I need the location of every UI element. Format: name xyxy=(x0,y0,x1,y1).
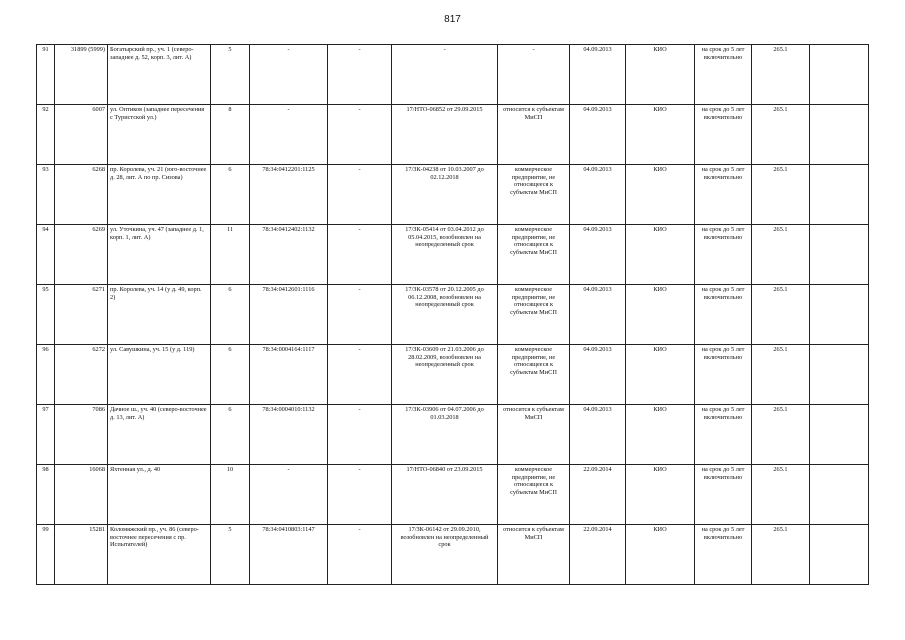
row-number-cell: 92 xyxy=(37,105,55,165)
cadastral-number-cell: - xyxy=(250,105,328,165)
area-cell: 5 xyxy=(211,45,250,105)
address-cell: пр. Королева, уч. 14 (у д. 49, корп. 2) xyxy=(108,285,211,345)
table-row xyxy=(37,165,869,225)
area-cell: 6 xyxy=(211,345,250,405)
term-cell: на срок до 5 лет включительно xyxy=(695,285,752,345)
empty-cell xyxy=(810,225,869,285)
agreement-cell: 17/ЗК-03906 от 04.07.2006 до 01.03.2018 xyxy=(392,405,498,465)
additional-info-cell: - xyxy=(328,405,392,465)
area-cell: 10 xyxy=(211,465,250,525)
code-cell: 265.1 xyxy=(752,225,810,285)
additional-info-cell: - xyxy=(328,285,392,345)
area-cell: 6 xyxy=(211,165,250,225)
term-cell: на срок до 5 лет включительно xyxy=(695,105,752,165)
address-cell: Коломяжский пр., уч. 86 (северо-восточнее пересечения с пр. Испытателей) xyxy=(108,525,211,585)
object-id-cell: 15281 xyxy=(55,525,108,585)
tenant-status-cell: - xyxy=(498,45,570,105)
empty-cell xyxy=(810,165,869,225)
object-id-cell: 6271 xyxy=(55,285,108,345)
cadastral-number-cell: 78:34:0410803:1147 xyxy=(250,525,328,585)
inclusion-date-cell: 04.09.2013 xyxy=(570,225,626,285)
address-cell: ул. Савушкина, уч. 15 (у д. 119) xyxy=(108,345,211,405)
agreement-cell: 17/ЗК-04238 от 10.03.2007 до 02.12.2018 xyxy=(392,165,498,225)
area-cell: 6 xyxy=(211,285,250,345)
area-cell: 6 xyxy=(211,405,250,465)
additional-info-cell: - xyxy=(328,105,392,165)
code-cell: 265.1 xyxy=(752,525,810,585)
term-cell: на срок до 5 лет включительно xyxy=(695,465,752,525)
term-cell: на срок до 5 лет включительно xyxy=(695,165,752,225)
row-number-cell: 97 xyxy=(37,405,55,465)
term-cell: на срок до 5 лет включительно xyxy=(695,345,752,405)
address-cell: Яхтенная ул., д. 40 xyxy=(108,465,211,525)
agreement-cell: 17/ЗК-03578 от 20.12.2005 до 06.12.2008, возобновлен на неопределенный срок xyxy=(392,285,498,345)
tenant-status-cell: коммерческое предприятие, не относящееся к субъектам МиСП xyxy=(498,165,570,225)
row-number-cell: 96 xyxy=(37,345,55,405)
agreement-cell: 17/ЗК-03609 от 21.03.2006 до 28.02.2009, возобновлен на неопределенный срок xyxy=(392,345,498,405)
code-cell: 265.1 xyxy=(752,405,810,465)
inclusion-date-cell: 22.09.2014 xyxy=(570,465,626,525)
cadastral-number-cell: 78:34:0004010:1132 xyxy=(250,405,328,465)
area-cell: 11 xyxy=(211,225,250,285)
table-row xyxy=(37,465,869,525)
code-cell: 265.1 xyxy=(752,45,810,105)
authority-cell: КИО xyxy=(626,345,695,405)
empty-cell xyxy=(810,345,869,405)
code-cell: 265.1 xyxy=(752,165,810,225)
address-cell: Дачное ш., уч. 40 (северо-восточнее д. 13, лит. А) xyxy=(108,405,211,465)
empty-cell xyxy=(810,465,869,525)
additional-info-cell: - xyxy=(328,165,392,225)
tenant-status-cell: относится к субъектам МиСП xyxy=(498,405,570,465)
additional-info-cell: - xyxy=(328,225,392,285)
authority-cell: КИО xyxy=(626,465,695,525)
agreement-cell: 17/НТО-06840 от 23.09.2015 xyxy=(392,465,498,525)
code-cell: 265.1 xyxy=(752,465,810,525)
table-row xyxy=(37,345,869,405)
inclusion-date-cell: 04.09.2013 xyxy=(570,405,626,465)
authority-cell: КИО xyxy=(626,285,695,345)
code-cell: 265.1 xyxy=(752,345,810,405)
cadastral-number-cell: - xyxy=(250,45,328,105)
inclusion-date-cell: 04.09.2013 xyxy=(570,45,626,105)
object-id-cell: 6272 xyxy=(55,345,108,405)
code-cell: 265.1 xyxy=(752,105,810,165)
authority-cell: КИО xyxy=(626,525,695,585)
row-number-cell: 94 xyxy=(37,225,55,285)
inclusion-date-cell: 04.09.2013 xyxy=(570,165,626,225)
table-row xyxy=(37,45,869,105)
table-row xyxy=(37,285,869,345)
area-cell: 5 xyxy=(211,525,250,585)
cadastral-number-cell: 78:34:0004164:1117 xyxy=(250,345,328,405)
address-cell: ул. Уточкина, уч. 47 (западнее д. 1, корп. 1, лит. А) xyxy=(108,225,211,285)
cadastral-number-cell: - xyxy=(250,465,328,525)
agreement-cell: - xyxy=(392,45,498,105)
empty-cell xyxy=(810,405,869,465)
code-cell: 265.1 xyxy=(752,285,810,345)
authority-cell: КИО xyxy=(626,105,695,165)
authority-cell: КИО xyxy=(626,225,695,285)
agreement-cell: 17/ЗК-05414 от 03.04.2012 до 05.04.2015, возобновлен на неопределенный срок xyxy=(392,225,498,285)
inclusion-date-cell: 04.09.2013 xyxy=(570,285,626,345)
authority-cell: КИО xyxy=(626,165,695,225)
object-id-cell: 6007 xyxy=(55,105,108,165)
row-number-cell: 99 xyxy=(37,525,55,585)
cadastral-number-cell: 78:34:0412201:1125 xyxy=(250,165,328,225)
tenant-status-cell: коммерческое предприятие, не относящееся к субъектам МиСП xyxy=(498,225,570,285)
additional-info-cell: - xyxy=(328,45,392,105)
additional-info-cell: - xyxy=(328,345,392,405)
inclusion-date-cell: 22.09.2014 xyxy=(570,525,626,585)
row-number-cell: 93 xyxy=(37,165,55,225)
row-number-cell: 98 xyxy=(37,465,55,525)
row-number-cell: 95 xyxy=(37,285,55,345)
tenant-status-cell: относится к субъектам МиСП xyxy=(498,105,570,165)
empty-cell xyxy=(810,45,869,105)
inclusion-date-cell: 04.09.2013 xyxy=(570,105,626,165)
area-cell: 8 xyxy=(211,105,250,165)
additional-info-cell: - xyxy=(328,525,392,585)
tenant-status-cell: коммерческое предприятие, не относящееся к субъектам МиСП xyxy=(498,285,570,345)
term-cell: на срок до 5 лет включительно xyxy=(695,45,752,105)
table-row xyxy=(37,525,869,585)
object-id-cell: 16068 xyxy=(55,465,108,525)
authority-cell: КИО xyxy=(626,45,695,105)
table-body xyxy=(37,45,869,585)
address-cell: Богатырский пр., уч. 1 (северо-западнее д. 52, корп. 3, лит. А) xyxy=(108,45,211,105)
address-cell: пр. Королева, уч. 21 (юго-восточнее д. 28, лит. А по пр. Сизова) xyxy=(108,165,211,225)
term-cell: на срок до 5 лет включительно xyxy=(695,525,752,585)
table-row xyxy=(37,405,869,465)
tenant-status-cell: относится к субъектам МиСП xyxy=(498,525,570,585)
row-number-cell: 91 xyxy=(37,45,55,105)
register-table xyxy=(36,44,869,585)
agreement-cell: 17/ЗК-06142 от 29.09.2010, возобновлен на неопределенный срок xyxy=(392,525,498,585)
inclusion-date-cell: 04.09.2013 xyxy=(570,345,626,405)
empty-cell xyxy=(810,525,869,585)
object-id-cell: 7086 xyxy=(55,405,108,465)
agreement-cell: 17/НТО-06852 от 29.09.2015 xyxy=(392,105,498,165)
object-id-cell: 6268 xyxy=(55,165,108,225)
table-row xyxy=(37,105,869,165)
tenant-status-cell: коммерческое предприятие, не относящееся к субъектам МиСП xyxy=(498,465,570,525)
table-row xyxy=(37,225,869,285)
term-cell: на срок до 5 лет включительно xyxy=(695,225,752,285)
additional-info-cell: - xyxy=(328,465,392,525)
tenant-status-cell: коммерческое предприятие, не относящееся к субъектам МиСП xyxy=(498,345,570,405)
page-number: 817 xyxy=(444,14,461,25)
cadastral-number-cell: 78:34:0412402:1132 xyxy=(250,225,328,285)
term-cell: на срок до 5 лет включительно xyxy=(695,405,752,465)
empty-cell xyxy=(810,105,869,165)
authority-cell: КИО xyxy=(626,405,695,465)
address-cell: ул. Оптиков (западнее пересечения с Туристской ул.) xyxy=(108,105,211,165)
object-id-cell: 6269 xyxy=(55,225,108,285)
empty-cell xyxy=(810,285,869,345)
cadastral-number-cell: 78:34:0412601:1116 xyxy=(250,285,328,345)
object-id-cell: 31899 (5999) xyxy=(55,45,108,105)
